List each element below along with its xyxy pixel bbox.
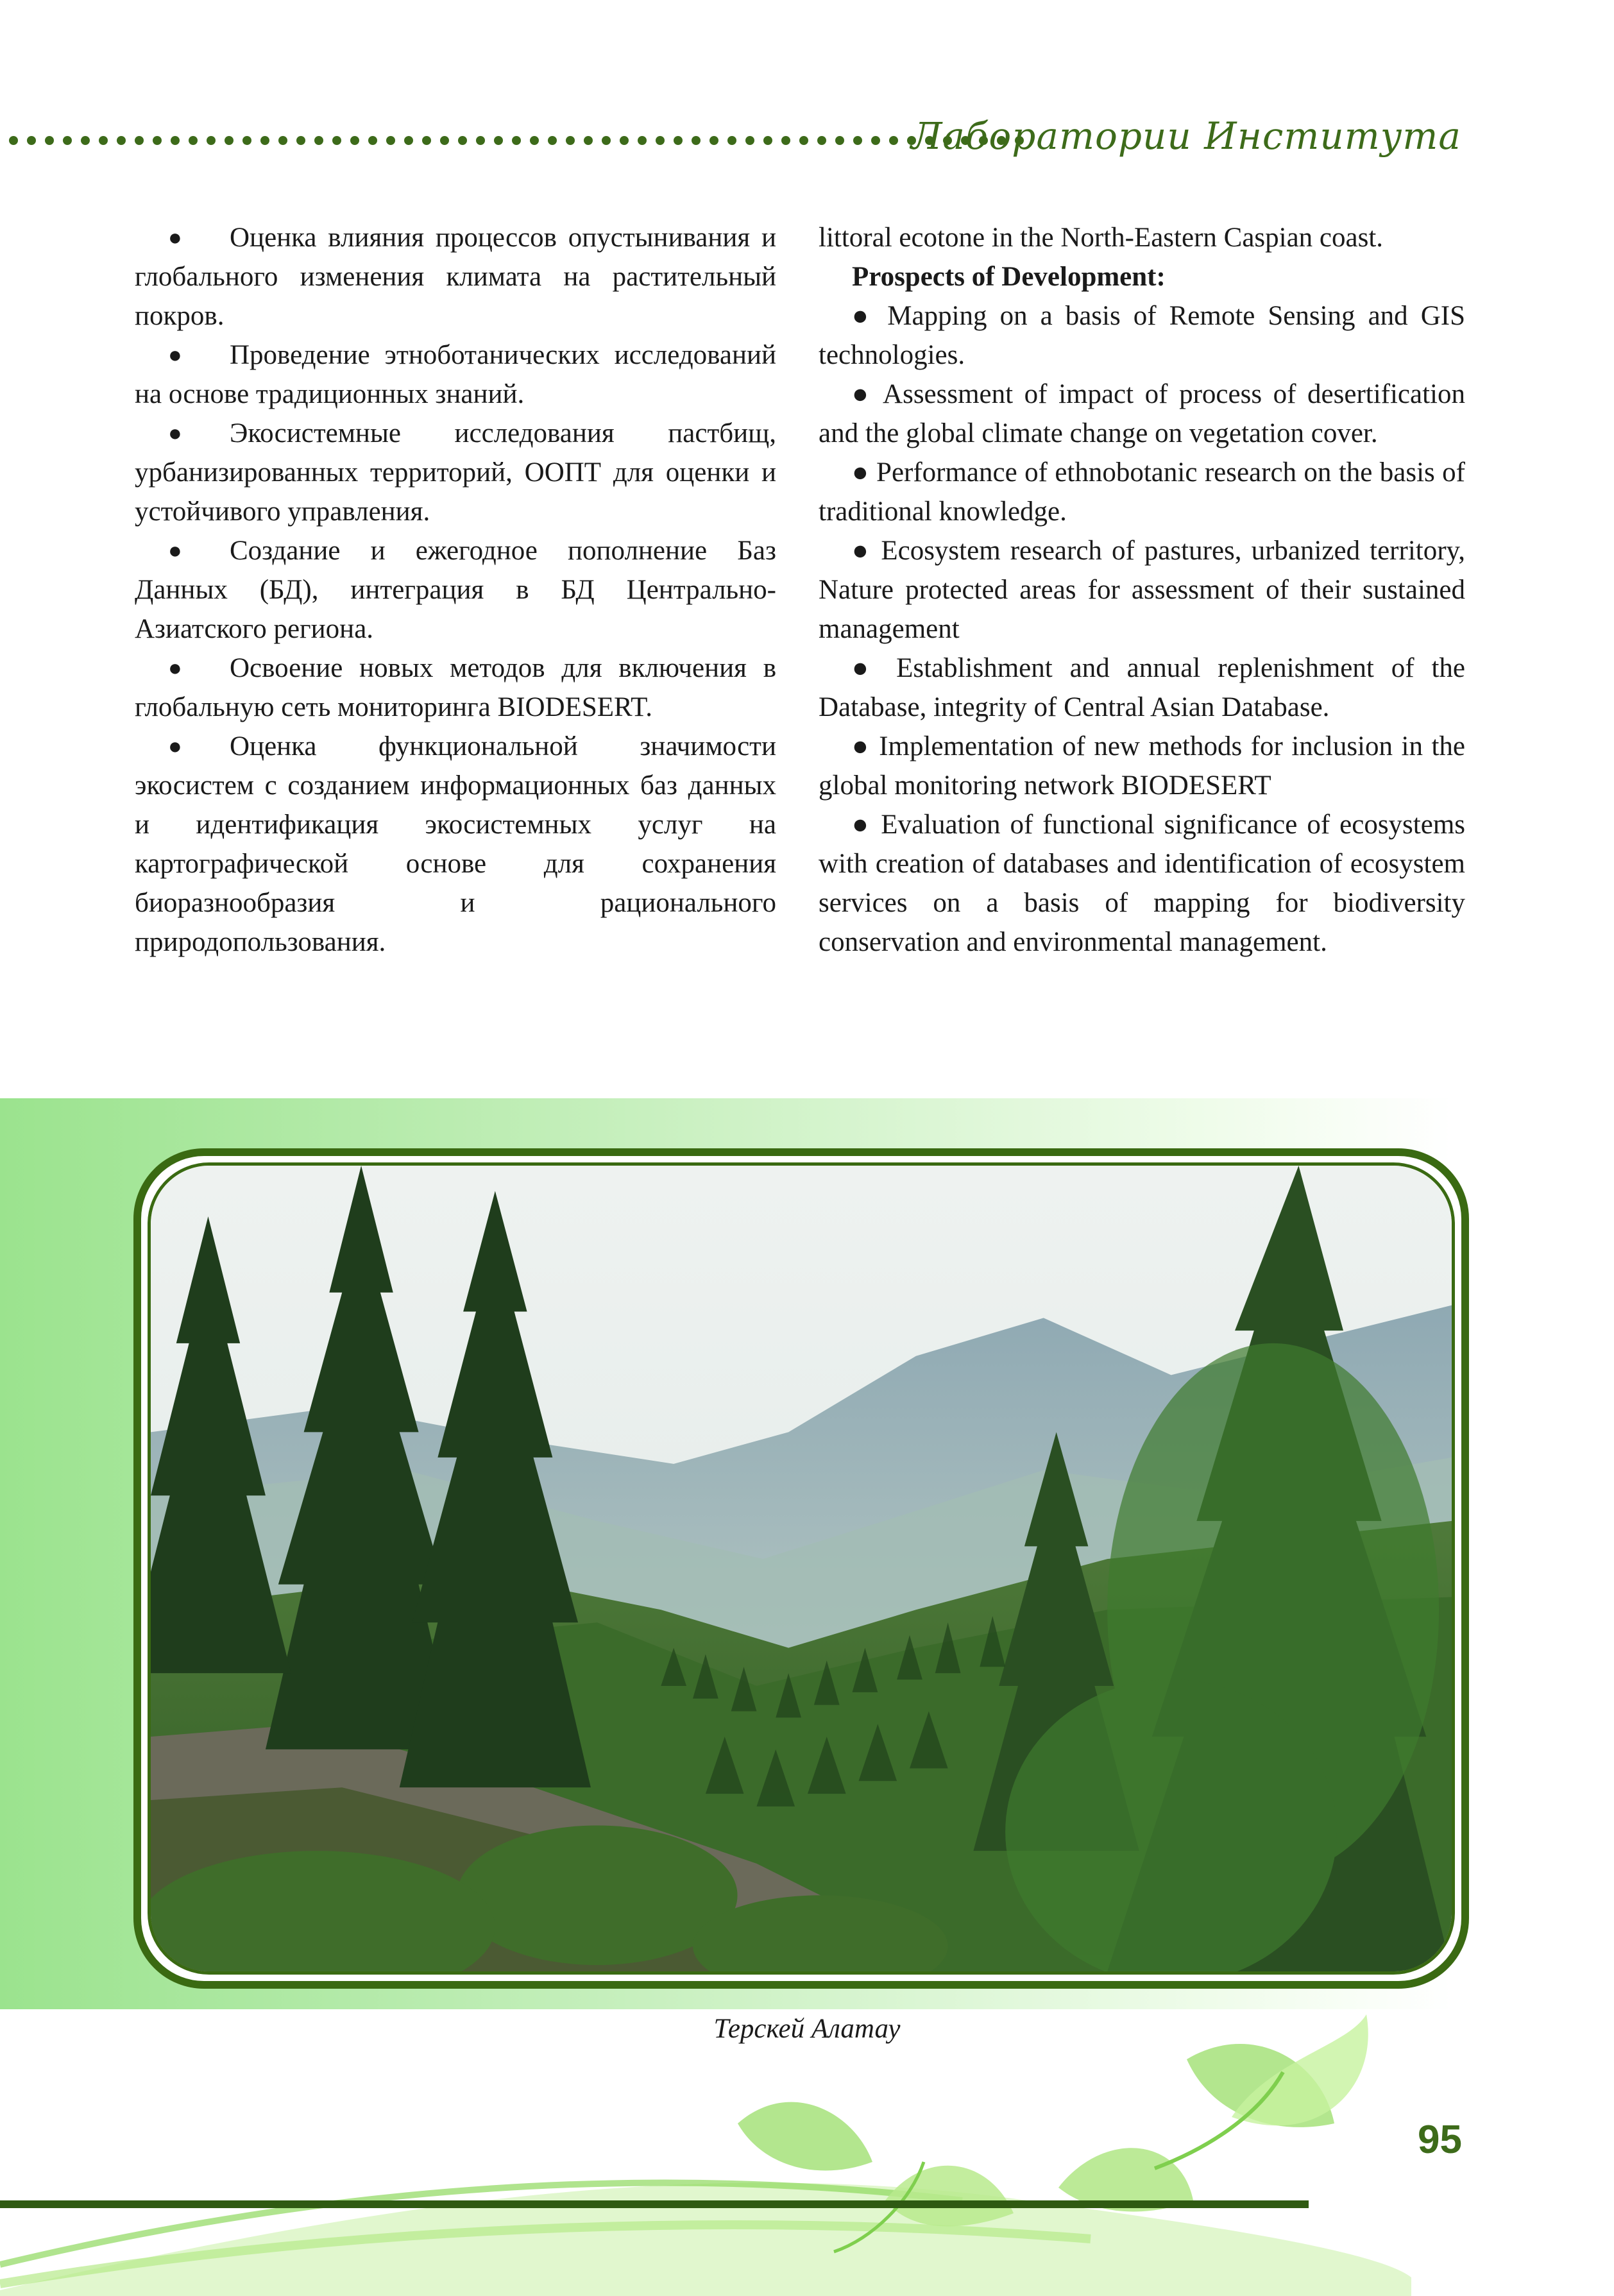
header-dot [350,136,359,145]
header-dot [153,136,162,145]
header-dot [656,136,665,145]
landscape-illustration [151,1166,1452,1971]
header-dot [871,136,880,145]
header-dot [566,136,575,145]
header-dot [692,136,701,145]
header-dot [817,136,826,145]
photo-frame [133,1148,1469,1989]
list-item-text: Освоение новых методов для включения в глобальную сеть мониторинга BIODESERT. [135,653,776,722]
list-item: ● Mapping on a basis of Remote Sensing and GIS technologies. [819,301,1465,370]
list-item: ● Evaluation of functional significance of ecosystems with creation of databases and identification of ecosystem services on a basis of mapping for biodiversity conservation and environmental management. [819,810,1465,957]
list-item: ● Establishment and annual replenishment of the Database, integrity of Central Asian Database. [819,653,1465,722]
header-dot [494,136,503,145]
header-dot [189,136,198,145]
list-item [135,531,776,649]
header-dot [207,136,216,145]
mountain-forest-photo [148,1162,1455,1975]
header-dot [314,136,323,145]
bullet: ● [168,225,182,250]
list-item-text: Экосистемные исследования пастбищ, урбанизированных территорий, ООПТ для оценки и устойчивого управления. [135,418,776,527]
header-dot [332,136,341,145]
header-dot [440,136,449,145]
list-item [135,727,776,962]
header-dot [63,136,72,145]
header-dot [422,136,431,145]
header-dot [242,136,251,145]
section-title: Лаборатории Института [910,114,1461,158]
header-dot [225,136,234,145]
prospects-heading: Prospects of Development: [852,262,1166,292]
header-dot [530,136,539,145]
list-item-text: Создание и ежегодное пополнение Баз Данных (БД), интеграция в БД Центрально-Азиатского региона. [135,536,776,644]
header-dot [27,136,36,145]
list-item [135,414,776,531]
list-item [135,649,776,727]
header-dot [278,136,287,145]
page-number: 95 [1418,2118,1462,2162]
header-dot [727,136,736,145]
header-dot [584,136,593,145]
header-dot [638,136,647,145]
header-dot [763,136,772,145]
footer-leaf-decoration [0,2008,1614,2296]
list-item-text: Оценка влияния процессов опустынивания и глобального изменения климата на растительный покров. [135,223,776,331]
header-dot [548,136,557,145]
bullet: ● [168,420,182,446]
header-dot [781,136,790,145]
list-item [135,218,776,336]
header-dot [799,136,808,145]
header-dot [9,136,18,145]
header-dot [260,136,269,145]
bullet: ● [168,342,182,368]
header-dot [512,136,521,145]
header-dot [476,136,485,145]
header-dot [889,136,898,145]
right-column [819,218,1465,962]
bullet: ● [168,655,182,681]
header-dot [135,136,144,145]
header-dot [602,136,611,145]
header-dot-rule [9,136,1035,149]
header-dot [853,136,862,145]
list-item: ● Ecosystem research of pastures, urbanized territory, Nature protected areas for assessment of their sustained management [819,536,1465,644]
header-dot [368,136,377,145]
list-item: ● Performance of ethnobotanic research on the basis of traditional knowledge. [819,457,1465,527]
header-dot [745,136,754,145]
header-dot [674,136,683,145]
photo-caption: Терскей Алатау [713,2014,901,2044]
continuation-text: littoral ecotone in the North-Eastern Caspian coast. [819,223,1384,253]
list-item: ● Assessment of impact of process of desertification and the global climate change on vegetation cover. [819,379,1465,448]
header-dot [45,136,54,145]
header-dot [404,136,413,145]
header-dot [117,136,126,145]
list-item [135,336,776,414]
header-dot [620,136,629,145]
header-dot [296,136,305,145]
header-dot [81,136,90,145]
left-column [135,218,776,962]
list-item-text: Оценка функциональной значимости экосистем с созданием информационных баз данных и идентификация экосистемных услуг на картографической основе для сохранения биоразнообразия и рационального природопользования. [135,731,776,957]
header-dot [709,136,718,145]
header-dot [835,136,844,145]
bullet: ● [168,733,182,759]
header-dot [171,136,180,145]
list-item-text: Проведение этноботанических исследований на основе традиционных знаний. [135,340,776,409]
header-dot [386,136,395,145]
bullet: ● [168,538,182,563]
header-dot [458,136,467,145]
header-dot [99,136,108,145]
list-item: ● Implementation of new methods for inclusion in the global monitoring network BIODESERT [819,731,1465,801]
